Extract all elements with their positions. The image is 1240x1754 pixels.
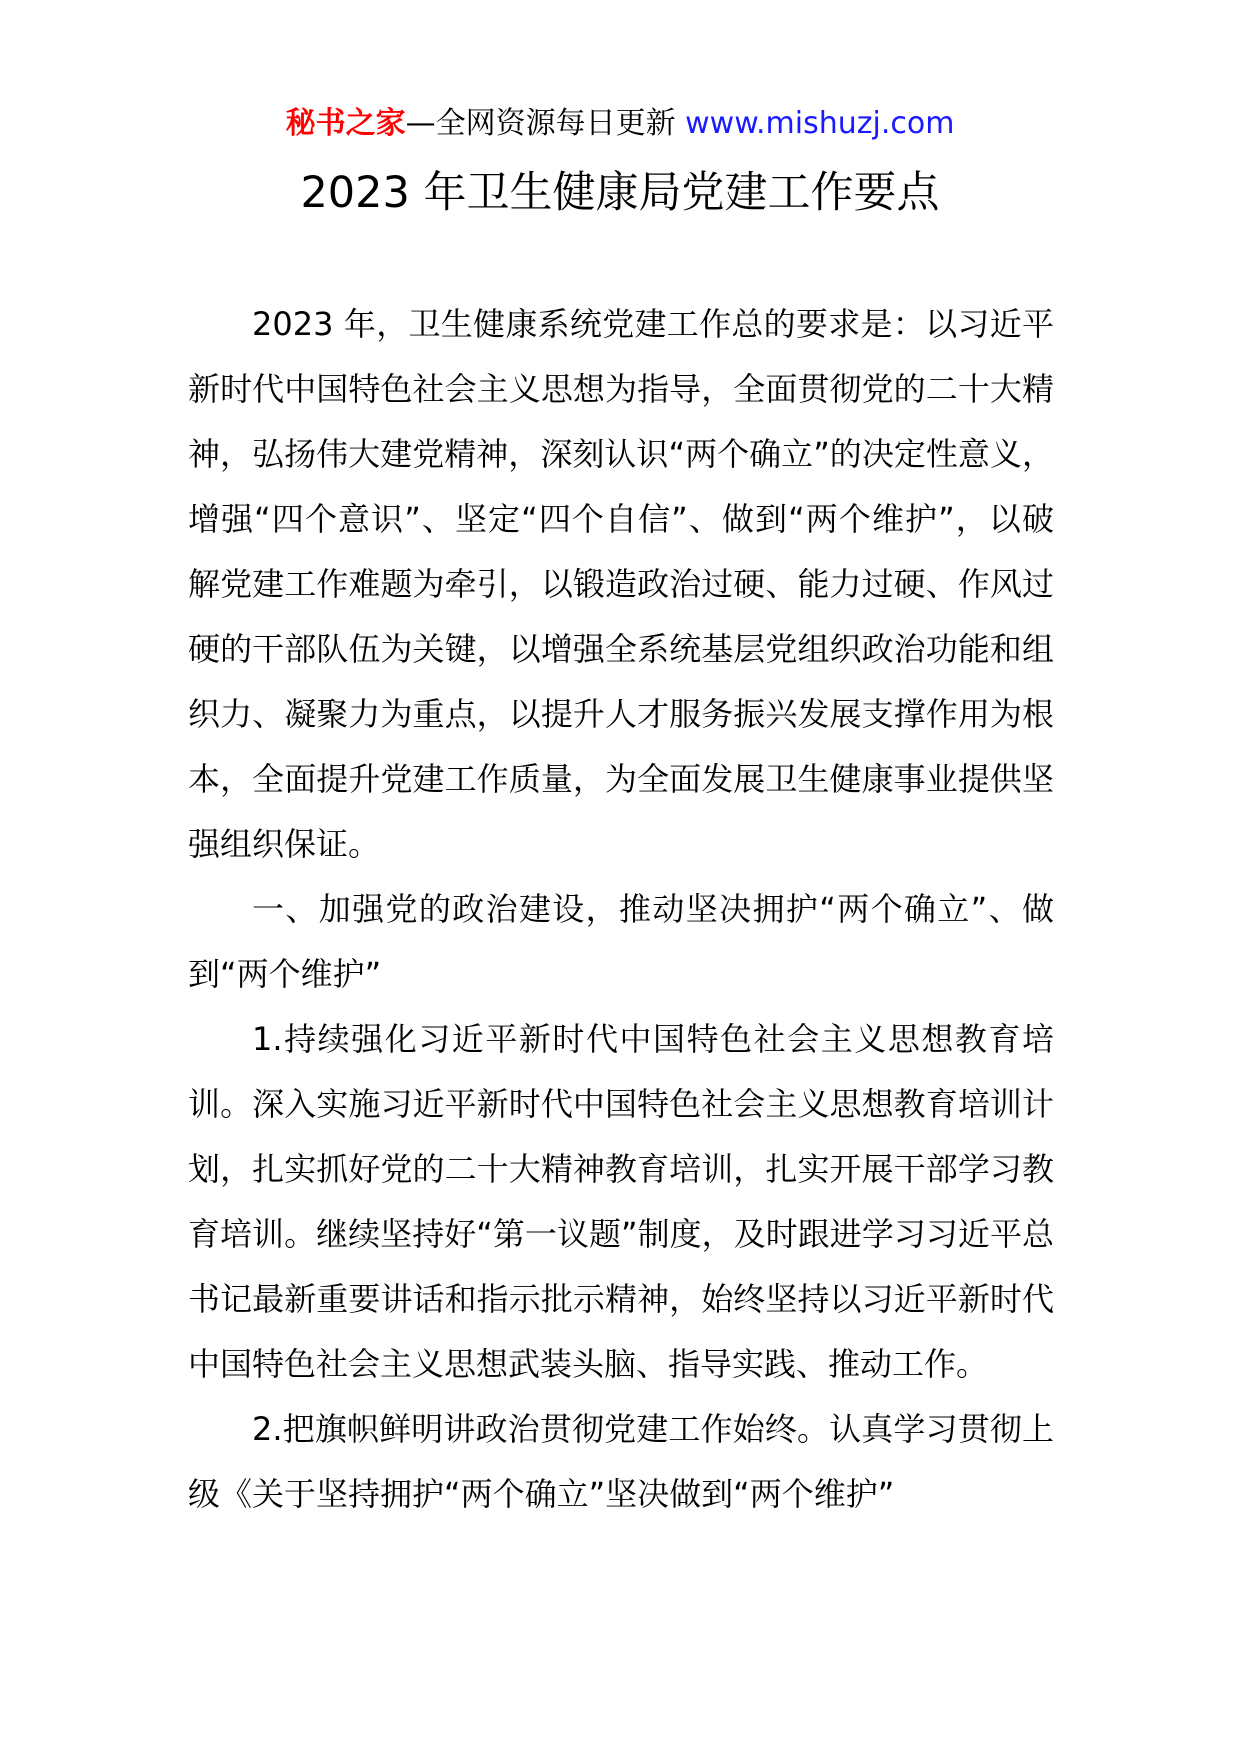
section-heading-1: 一、加强党的政治建设，推动坚决拥护“两个确立”、做到“两个维护” [188, 890, 1054, 993]
document-title: 2023 年卫生健康局党建工作要点 [300, 168, 940, 218]
document-body [188, 292, 1054, 1527]
site-url-link[interactable]: www.mishuzj.com [685, 106, 955, 141]
item-paragraph-2: 2.把旗帜鲜明讲政治贯彻党建工作始终。认真学习贯彻上级《关于坚持拥护“两个确立”坚决做到“两个维护” [188, 1410, 1054, 1513]
intro-paragraph: 2023 年，卫生健康系统党建工作总的要求是：以习近平新时代中国特色社会主义思想为指导，全面贯彻党的二十大精神，弘扬伟大建党精神，深刻认识“两个确立”的决定性意义，增强“四个意识”、坚定“四个自信”、做到“两个维护”，以破解党建工作难题为牵引，以锻造政治过硬、能力过硬、作风过硬的干部队伍为关键，以增强全系统基层党组织政治功能和组织力、凝聚力为重点，以提升人才服务振兴发展支撑作用为根本，全面提升党建工作质量，为全面发展卫生健康事业提供坚强组织保证。 [188, 305, 1054, 863]
brand-name: 秘书之家 [285, 106, 406, 141]
item-paragraph-1: 1.持续强化习近平新时代中国特色社会主义思想教育培训。深入实施习近平新时代中国特色社会主义思想教育培训计划，扎实抓好党的二十大精神教育培训，扎实开展干部学习教育培训。继续坚持好“第一议题”制度，及时跟进学习习近平总书记最新重要讲话和指示批示精神，始终坚持以习近平新时代中国特色社会主义思想武装头脑、指导实践、推动工作。 [188, 1020, 1054, 1383]
header-tagline: —全网资源每日更新 [405, 106, 686, 141]
site-header [0, 104, 1240, 144]
